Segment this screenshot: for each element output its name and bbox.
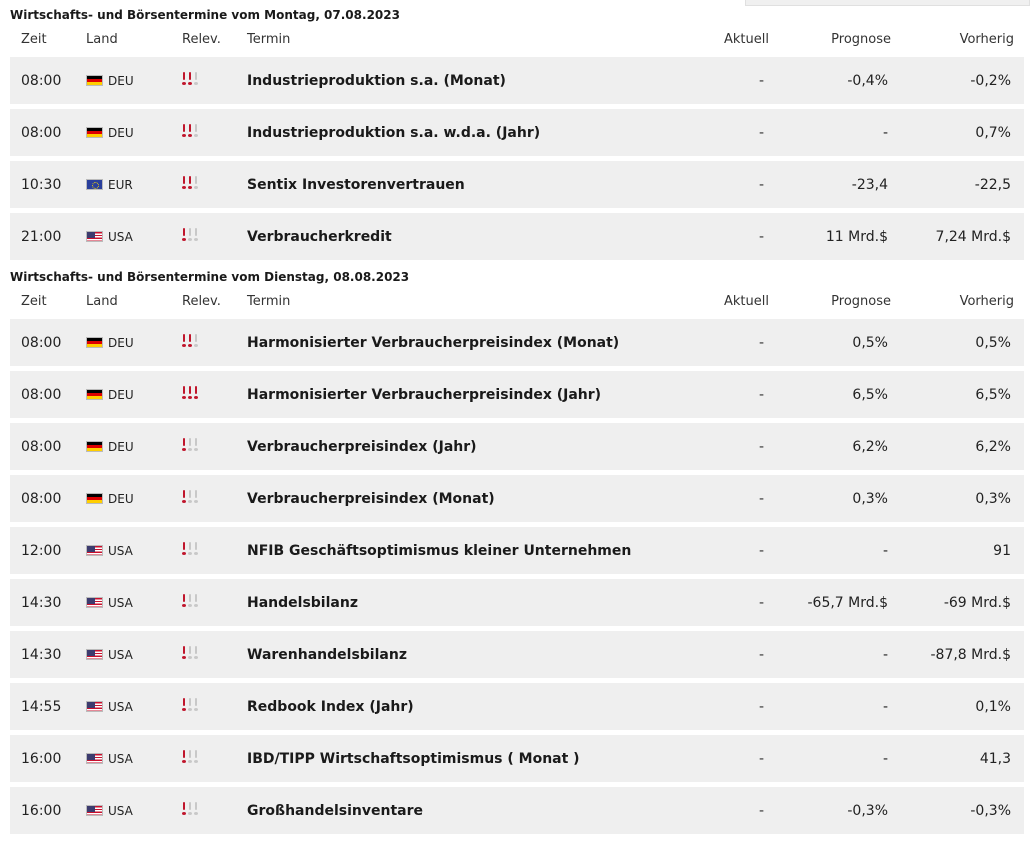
- country-code: DEU: [108, 125, 134, 140]
- table-row[interactable]: [10, 735, 1024, 782]
- previous-value: 0,3%: [975, 490, 1011, 507]
- relevance-mark: [182, 228, 186, 242]
- previous-value: -0,3%: [970, 802, 1011, 819]
- previous-value: 0,1%: [975, 698, 1011, 715]
- event-name[interactable]: Handelsbilanz: [247, 594, 358, 611]
- relevance-cell: [182, 386, 198, 404]
- relevance-mark: [188, 72, 192, 86]
- top-search-box-edge: [745, 0, 1030, 6]
- table-row[interactable]: [10, 787, 1024, 834]
- relevance-cell: [182, 438, 198, 456]
- relevance-mark: [194, 594, 198, 608]
- relevance-mark: [182, 386, 186, 400]
- relevance-exclamation-icon: [182, 334, 198, 348]
- country-cell: [86, 336, 134, 350]
- relevance-exclamation-icon: [182, 124, 198, 138]
- event-name[interactable]: Verbraucherpreisindex (Jahr): [247, 438, 477, 455]
- country-cell: [86, 178, 133, 192]
- event-name[interactable]: IBD/TIPP Wirtschaftsoptimismus ( Monat ): [247, 750, 580, 767]
- country-cell: [86, 492, 134, 506]
- relevance-exclamation-icon: [182, 72, 198, 86]
- country-code: DEU: [108, 387, 134, 402]
- actual-value: -: [758, 490, 764, 507]
- time-cell: 10:30: [21, 176, 62, 193]
- us-flag-icon: [86, 753, 103, 764]
- section-title: Wirtschafts- und Börsentermine vom Dienstag, 08.08.2023: [10, 270, 410, 284]
- country-cell: [86, 544, 133, 558]
- previous-value: 7,24 Mrd.$: [935, 228, 1011, 245]
- table-row[interactable]: [10, 631, 1024, 678]
- country-code: USA: [108, 699, 133, 714]
- time-cell: 16:00: [21, 802, 62, 819]
- relevance-exclamation-icon: [182, 228, 198, 242]
- relevance-mark: [188, 594, 192, 608]
- table-row[interactable]: [10, 213, 1024, 260]
- relevance-exclamation-icon: [182, 490, 198, 504]
- relevance-mark: [194, 228, 198, 242]
- table-row[interactable]: [10, 57, 1024, 104]
- previous-value: 6,2%: [975, 438, 1011, 455]
- relevance-cell: [182, 750, 198, 768]
- relevance-cell: [182, 124, 198, 142]
- country-cell: [86, 74, 134, 88]
- relevance-mark: [194, 698, 198, 712]
- relevance-mark: [188, 334, 192, 348]
- column-header-termin[interactable]: Termin: [247, 294, 291, 309]
- de-flag-icon: [86, 441, 103, 452]
- relevance-mark: [182, 124, 186, 138]
- time-cell: 08:00: [21, 334, 62, 351]
- relevance-mark: [182, 698, 186, 712]
- time-cell: 16:00: [21, 750, 62, 767]
- column-header-zeit[interactable]: Zeit: [21, 32, 47, 47]
- relevance-mark: [182, 72, 186, 86]
- relevance-mark: [188, 490, 192, 504]
- relevance-mark: [188, 542, 192, 556]
- relevance-mark: [188, 750, 192, 764]
- country-code: USA: [108, 803, 133, 818]
- time-cell: 14:30: [21, 646, 62, 663]
- time-cell: 08:00: [21, 72, 62, 89]
- actual-value: -: [758, 386, 764, 403]
- country-code: USA: [108, 595, 133, 610]
- table-row[interactable]: [10, 371, 1024, 418]
- column-header-vorherig[interactable]: Vorherig: [959, 32, 1014, 47]
- de-flag-icon: [86, 389, 103, 400]
- relevance-mark: [194, 72, 198, 86]
- forecast-value: -65,7 Mrd.$: [807, 594, 888, 611]
- time-cell: 08:00: [21, 490, 62, 507]
- column-header-row: [0, 30, 1030, 52]
- previous-value: -22,5: [974, 176, 1011, 193]
- relevance-mark: [182, 542, 186, 556]
- country-code: DEU: [108, 73, 134, 88]
- us-flag-icon: [86, 545, 103, 556]
- relevance-mark: [188, 176, 192, 190]
- de-flag-icon: [86, 75, 103, 86]
- time-cell: 12:00: [21, 542, 62, 559]
- section-title: Wirtschafts- und Börsentermine vom Montag, 07.08.2023: [10, 8, 400, 22]
- table-row[interactable]: [10, 683, 1024, 730]
- time-cell: 14:55: [21, 698, 62, 715]
- actual-value: -: [758, 802, 764, 819]
- country-cell: [86, 126, 134, 140]
- forecast-value: 0,5%: [852, 334, 888, 351]
- us-flag-icon: [86, 231, 103, 242]
- previous-value: -69 Mrd.$: [943, 594, 1011, 611]
- relevance-mark: [194, 438, 198, 452]
- time-cell: 08:00: [21, 438, 62, 455]
- relevance-exclamation-icon: [182, 698, 198, 712]
- column-header-termin[interactable]: Termin: [247, 32, 291, 47]
- previous-value: -87,8 Mrd.$: [930, 646, 1011, 663]
- previous-value: 0,5%: [975, 334, 1011, 351]
- relevance-cell: [182, 646, 198, 664]
- relevance-mark: [188, 124, 192, 138]
- actual-value: -: [758, 228, 764, 245]
- forecast-value: -: [882, 542, 888, 559]
- table-row[interactable]: [10, 475, 1024, 522]
- time-cell: 08:00: [21, 124, 62, 141]
- country-cell: [86, 804, 133, 818]
- column-header-vorherig[interactable]: Vorherig: [959, 294, 1014, 309]
- column-header-aktuell[interactable]: Aktuell: [724, 32, 769, 47]
- actual-value: -: [758, 124, 764, 141]
- relevance-exclamation-icon: [182, 542, 198, 556]
- country-code: USA: [108, 751, 133, 766]
- relevance-cell: [182, 228, 198, 246]
- event-name[interactable]: Warenhandelsbilanz: [247, 646, 407, 663]
- relevance-mark: [194, 124, 198, 138]
- previous-value: 0,7%: [975, 124, 1011, 141]
- relevance-cell: [182, 72, 198, 90]
- previous-value: -0,2%: [970, 72, 1011, 89]
- de-flag-icon: [86, 127, 103, 138]
- column-header-prognose[interactable]: Prognose: [831, 32, 891, 47]
- relevance-exclamation-icon: [182, 646, 198, 660]
- actual-value: -: [758, 594, 764, 611]
- relevance-mark: [194, 542, 198, 556]
- relevance-mark: [194, 386, 198, 400]
- actual-value: -: [758, 646, 764, 663]
- relevance-cell: [182, 176, 198, 194]
- relevance-mark: [194, 176, 198, 190]
- event-name[interactable]: Industrieproduktion s.a. w.d.a. (Jahr): [247, 124, 541, 141]
- relevance-mark: [182, 750, 186, 764]
- relevance-mark: [194, 750, 198, 764]
- previous-value: 41,3: [979, 750, 1011, 767]
- relevance-exclamation-icon: [182, 802, 198, 816]
- table-row[interactable]: [10, 423, 1024, 470]
- forecast-value: 11 Mrd.$: [825, 228, 888, 245]
- column-header-land[interactable]: Land: [86, 32, 118, 47]
- forecast-value: -23,4: [851, 176, 888, 193]
- relevance-mark: [182, 438, 186, 452]
- actual-value: -: [758, 72, 764, 89]
- relevance-mark: [188, 646, 192, 660]
- country-code: USA: [108, 229, 133, 244]
- country-code: USA: [108, 543, 133, 558]
- time-cell: 21:00: [21, 228, 62, 245]
- relevance-mark: [194, 334, 198, 348]
- relevance-mark: [182, 490, 186, 504]
- relevance-mark: [188, 698, 192, 712]
- relevance-mark: [194, 490, 198, 504]
- relevance-cell: [182, 490, 198, 508]
- column-header-prognose[interactable]: Prognose: [831, 294, 891, 309]
- column-header-row: [0, 292, 1030, 314]
- actual-value: -: [758, 750, 764, 767]
- relevance-mark: [182, 594, 186, 608]
- relevance-mark: [182, 646, 186, 660]
- event-name[interactable]: Harmonisierter Verbraucherpreisindex (Jahr): [247, 386, 602, 403]
- actual-value: -: [758, 542, 764, 559]
- forecast-value: -: [882, 646, 888, 663]
- column-header-zeit[interactable]: Zeit: [21, 294, 47, 309]
- country-cell: [86, 648, 133, 662]
- column-header-relev[interactable]: Relev.: [182, 32, 221, 47]
- event-name[interactable]: Sentix Investorenvertrauen: [247, 176, 465, 193]
- country-code: USA: [108, 647, 133, 662]
- column-header-aktuell[interactable]: Aktuell: [724, 294, 769, 309]
- country-cell: [86, 596, 133, 610]
- forecast-value: -: [882, 124, 888, 141]
- relevance-cell: [182, 542, 198, 560]
- us-flag-icon: [86, 805, 103, 816]
- table-row[interactable]: [10, 161, 1024, 208]
- column-header-relev[interactable]: Relev.: [182, 294, 221, 309]
- country-cell: [86, 700, 133, 714]
- relevance-mark: [188, 802, 192, 816]
- actual-value: -: [758, 438, 764, 455]
- relevance-mark: [194, 802, 198, 816]
- country-cell: [86, 388, 134, 402]
- forecast-value: -0,4%: [847, 72, 888, 89]
- de-flag-icon: [86, 337, 103, 348]
- event-name[interactable]: Verbraucherpreisindex (Monat): [247, 490, 495, 507]
- time-cell: 14:30: [21, 594, 62, 611]
- relevance-exclamation-icon: [182, 386, 198, 400]
- relevance-exclamation-icon: [182, 176, 198, 190]
- event-name[interactable]: Industrieproduktion s.a. (Monat): [247, 72, 506, 89]
- table-row[interactable]: [10, 109, 1024, 156]
- de-flag-icon: [86, 493, 103, 504]
- country-code: DEU: [108, 439, 134, 454]
- forecast-value: 6,2%: [852, 438, 888, 455]
- forecast-value: -: [882, 750, 888, 767]
- country-code: EUR: [108, 177, 133, 192]
- forecast-value: -: [882, 698, 888, 715]
- relevance-cell: [182, 594, 198, 612]
- forecast-value: 6,5%: [852, 386, 888, 403]
- event-name[interactable]: Harmonisierter Verbraucherpreisindex (Monat): [247, 334, 620, 351]
- country-code: DEU: [108, 491, 134, 506]
- table-row[interactable]: [10, 319, 1024, 366]
- relevance-mark: [188, 228, 192, 242]
- table-row[interactable]: [10, 527, 1024, 574]
- relevance-cell: [182, 802, 198, 820]
- event-name[interactable]: NFIB Geschäftsoptimismus kleiner Unternehmen: [247, 542, 632, 559]
- relevance-exclamation-icon: [182, 594, 198, 608]
- relevance-mark: [188, 438, 192, 452]
- relevance-mark: [182, 176, 186, 190]
- eu-flag-icon: [86, 179, 103, 190]
- country-code: DEU: [108, 335, 134, 350]
- relevance-cell: [182, 698, 198, 716]
- event-name[interactable]: Redbook Index (Jahr): [247, 698, 414, 715]
- country-cell: [86, 230, 133, 244]
- table-row[interactable]: [10, 579, 1024, 626]
- forecast-value: -0,3%: [847, 802, 888, 819]
- actual-value: -: [758, 334, 764, 351]
- us-flag-icon: [86, 649, 103, 660]
- column-header-land[interactable]: Land: [86, 294, 118, 309]
- forecast-value: 0,3%: [852, 490, 888, 507]
- relevance-mark: [182, 334, 186, 348]
- actual-value: -: [758, 698, 764, 715]
- relevance-exclamation-icon: [182, 438, 198, 452]
- event-name[interactable]: Großhandelsinventare: [247, 802, 424, 819]
- previous-value: 6,5%: [975, 386, 1011, 403]
- time-cell: 08:00: [21, 386, 62, 403]
- relevance-mark: [188, 386, 192, 400]
- relevance-exclamation-icon: [182, 750, 198, 764]
- relevance-mark: [194, 646, 198, 660]
- us-flag-icon: [86, 701, 103, 712]
- us-flag-icon: [86, 597, 103, 608]
- relevance-cell: [182, 334, 198, 352]
- country-cell: [86, 440, 134, 454]
- previous-value: 91: [993, 542, 1011, 559]
- country-cell: [86, 752, 133, 766]
- actual-value: -: [758, 176, 764, 193]
- relevance-mark: [182, 802, 186, 816]
- event-name[interactable]: Verbraucherkredit: [247, 228, 392, 245]
